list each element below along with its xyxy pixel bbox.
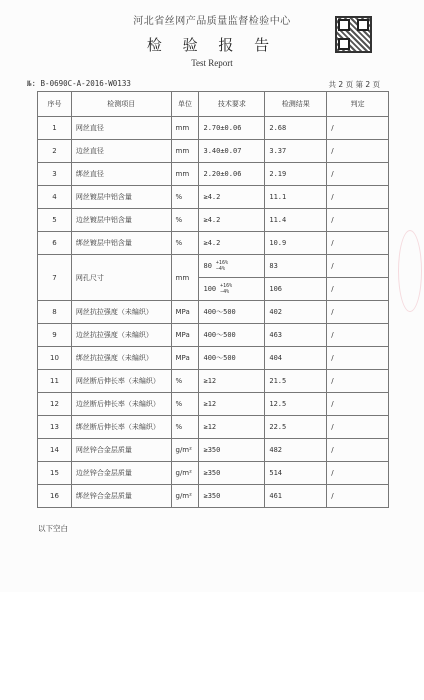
table-header-row	[38, 92, 389, 117]
table-row	[38, 140, 389, 163]
table-row	[38, 163, 389, 186]
row-number: 8	[38, 301, 72, 324]
column-header: 序号	[38, 92, 72, 117]
requirement: 2.70±0.06	[199, 117, 265, 140]
verdict: /	[327, 255, 389, 278]
requirement: 2.20±0.06	[199, 163, 265, 186]
row-number: 13	[38, 416, 72, 439]
tolerance-base: 80	[203, 262, 212, 270]
test-item: 网孔尺寸	[71, 255, 171, 301]
requirement: 400～500	[199, 324, 265, 347]
table-row	[38, 393, 389, 416]
test-item: 绑丝断后伸长率（未编织）	[71, 416, 171, 439]
row-number: 7	[38, 255, 72, 301]
column-header: 技术要求	[199, 92, 265, 117]
requirement: 3.40±0.07	[199, 140, 265, 163]
result: 2.19	[265, 163, 327, 186]
result: 2.68	[265, 117, 327, 140]
org-name: 河北省丝网产品质量监督检验中心	[133, 16, 291, 27]
result: 463	[265, 324, 327, 347]
test-item: 绑丝抗拉强度（未编织）	[71, 347, 171, 370]
verdict: /	[327, 324, 389, 347]
column-header: 判定	[327, 92, 389, 117]
unit: %	[171, 186, 199, 209]
table-row	[38, 209, 389, 232]
row-number: 11	[38, 370, 72, 393]
table-row	[38, 324, 389, 347]
requirement: ≥350	[199, 439, 265, 462]
result: 404	[265, 347, 327, 370]
page-info: 共 2 页 第 2 页	[328, 80, 380, 89]
verdict: /	[327, 393, 389, 416]
table-row	[38, 370, 389, 393]
test-item: 网丝断后伸长率（未编织）	[71, 370, 171, 393]
verdict: /	[327, 416, 389, 439]
requirement: ≥350	[199, 462, 265, 485]
test-item: 绑丝直径	[71, 163, 171, 186]
unit: g/m²	[171, 462, 199, 485]
report-title: 检 验 报 告	[146, 36, 278, 54]
row-number: 9	[38, 324, 72, 347]
verdict: /	[327, 370, 389, 393]
result: 482	[265, 439, 327, 462]
requirement: ≥4.2	[199, 186, 265, 209]
result: 402	[265, 301, 327, 324]
row-number: 12	[38, 393, 72, 416]
unit: g/m²	[171, 485, 199, 508]
requirement: 400～500	[199, 301, 265, 324]
verdict: /	[327, 485, 389, 508]
row-number: 16	[38, 485, 72, 508]
column-header: 单位	[171, 92, 199, 117]
test-results-table	[37, 91, 389, 508]
requirement: ≥12	[199, 370, 265, 393]
verdict: /	[327, 163, 389, 186]
unit: MPa	[171, 324, 199, 347]
unit: MPa	[171, 301, 199, 324]
table-row	[38, 117, 389, 140]
verdict: /	[327, 278, 389, 301]
requirement: ≥12	[199, 393, 265, 416]
row-number: 3	[38, 163, 72, 186]
test-item: 边丝锌合金层质量	[71, 462, 171, 485]
result: 514	[265, 462, 327, 485]
verdict: /	[327, 140, 389, 163]
verdict: /	[327, 347, 389, 370]
test-item: 网丝锌合金层质量	[71, 439, 171, 462]
tolerance-minus: −4%	[215, 266, 225, 272]
row-number: 1	[38, 117, 72, 140]
test-item: 网丝镀层中铝含量	[71, 186, 171, 209]
unit: %	[171, 393, 199, 416]
row-number: 14	[38, 439, 72, 462]
unit: mm	[171, 255, 199, 301]
result: 10.9	[265, 232, 327, 255]
unit: mm	[171, 163, 199, 186]
tolerance-base: 100	[203, 285, 217, 293]
requirement: ≥12	[199, 416, 265, 439]
row-number: 6	[38, 232, 72, 255]
verdict: /	[327, 209, 389, 232]
test-item: 网丝直径	[71, 117, 171, 140]
unit: mm	[171, 117, 199, 140]
requirement: 400～500	[199, 347, 265, 370]
result: 461	[265, 485, 327, 508]
result: 12.5	[265, 393, 327, 416]
row-number: 4	[38, 186, 72, 209]
verdict: /	[327, 117, 389, 140]
unit: MPa	[171, 347, 199, 370]
table-row	[38, 439, 389, 462]
result: 22.5	[265, 416, 327, 439]
blank-below-note: 以下空白	[38, 524, 68, 533]
row-number: 10	[38, 347, 72, 370]
test-item: 边丝抗拉强度（未编织）	[71, 324, 171, 347]
requirement: ≥4.2	[199, 232, 265, 255]
result: 106	[265, 278, 327, 301]
verdict: /	[327, 439, 389, 462]
requirement	[199, 255, 265, 278]
requirement: ≥4.2	[199, 209, 265, 232]
test-item: 边丝镀层中铝含量	[71, 209, 171, 232]
column-header: 检测项目	[71, 92, 171, 117]
verdict: /	[327, 186, 389, 209]
qr-code-icon	[335, 16, 372, 53]
test-item: 边丝断后伸长率（未编织）	[71, 393, 171, 416]
table-row	[38, 347, 389, 370]
tolerance-minus: −4%	[220, 289, 230, 295]
verdict: /	[327, 232, 389, 255]
report-subtitle: Test Report	[191, 58, 233, 68]
row-number: 5	[38, 209, 72, 232]
row-number: 15	[38, 462, 72, 485]
table-row	[38, 232, 389, 255]
document-number: №: B-0690C-A-2016-W0133	[27, 79, 131, 88]
verdict: /	[327, 301, 389, 324]
column-header: 检测结果	[265, 92, 327, 117]
unit: %	[171, 370, 199, 393]
test-item: 绑丝锌合金层质量	[71, 485, 171, 508]
table-row	[38, 301, 389, 324]
tolerance-plus: +16%	[215, 260, 228, 266]
tolerance-plus: +16%	[220, 283, 233, 289]
result: 21.5	[265, 370, 327, 393]
requirement: ≥350	[199, 485, 265, 508]
table-row	[38, 255, 389, 278]
result: 83	[265, 255, 327, 278]
seal-stamp-icon	[398, 230, 422, 312]
test-item: 网丝抗拉强度（未编织）	[71, 301, 171, 324]
result: 11.4	[265, 209, 327, 232]
result: 11.1	[265, 186, 327, 209]
unit: g/m²	[171, 439, 199, 462]
unit: %	[171, 209, 199, 232]
test-item: 边丝直径	[71, 140, 171, 163]
table-row	[38, 416, 389, 439]
unit: %	[171, 232, 199, 255]
table-row	[38, 485, 389, 508]
requirement	[199, 278, 265, 301]
verdict: /	[327, 462, 389, 485]
row-number: 2	[38, 140, 72, 163]
unit: mm	[171, 140, 199, 163]
result: 3.37	[265, 140, 327, 163]
table-row	[38, 186, 389, 209]
unit: %	[171, 416, 199, 439]
test-item: 绑丝镀层中铝含量	[71, 232, 171, 255]
table-row	[38, 462, 389, 485]
